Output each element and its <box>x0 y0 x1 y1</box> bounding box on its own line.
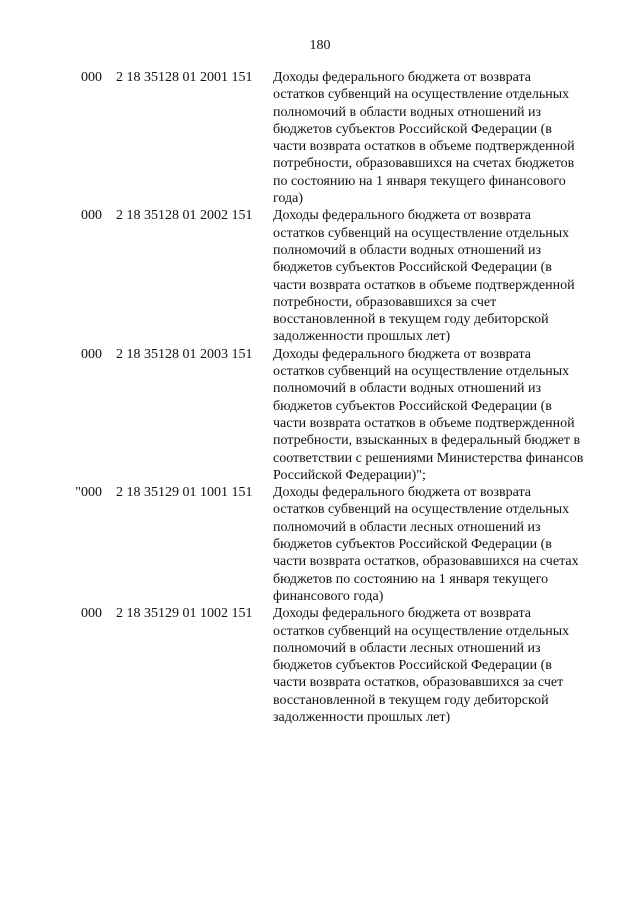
table-row <box>0 346 640 484</box>
revenue-description: Доходы федерального бюджета от возврата остатков субвенций на осуществление отдельных полномочий в области лесных отношений из бюджетов субъектов Российской Федерации (в части возврата остатков, образовавшихся на счетах бюджетов по состоянию на 1 января текущего финансового года) <box>273 485 579 604</box>
table-row <box>0 484 640 605</box>
revenue-description: Доходы федерального бюджета от возврата остатков субвенций на осуществление отдельных полномочий в области водных отношений из бюджетов субъектов Российской Федерации (в части возврата остатков в объеме подтвержденной потребности, взысканных в федеральный бюджет в соответствии с решениями Министерства финансов Российской Федерации)"; <box>273 346 584 483</box>
budget-classification-code: 2 18 35128 01 2002 151 <box>116 208 253 224</box>
budget-classification-code: 2 18 35128 01 2003 151 <box>116 346 253 362</box>
budget-classification-code: 2 18 35129 01 1002 151 <box>116 606 253 622</box>
admin-code: "000 <box>75 485 102 501</box>
revenue-description: Доходы федерального бюджета от возврата остатков субвенций на осуществление отдельных полномочий в области водных отношений из бюджетов субъектов Российской Федерации (в части возврата остатков в объеме подтвержденной потребности, образовавшихся за счет восстановленной в текущем году дебиторской задолженности прошлых лет) <box>273 208 575 345</box>
admin-code: 000 <box>81 208 102 224</box>
admin-code: 000 <box>81 346 102 362</box>
budget-code-table <box>0 69 640 726</box>
revenue-description: Доходы федерального бюджета от возврата остатков субвенций на осуществление отдельных полномочий в области лесных отношений из бюджетов субъектов Российской Федерации (в части возврата остатков, образовавшихся за счет восстановленной в текущем году дебиторской задолженности прошлых лет) <box>273 606 570 725</box>
table-row <box>0 207 640 345</box>
admin-code: 000 <box>81 606 102 622</box>
admin-code: 000 <box>81 70 102 85</box>
budget-classification-code: 2 18 35128 01 2001 151 <box>116 70 253 85</box>
budget-classification-code: 2 18 35129 01 1001 151 <box>116 485 253 501</box>
page-number: 180 <box>309 38 331 53</box>
revenue-description: Доходы федерального бюджета от возврата остатков субвенций на осуществление отдельных полномочий в области водных отношений из бюджетов субъектов Российской Федерации (в части возврата остатков в объеме подтвержденной потребности, образовавшихся на счетах бюджетов по состоянию на 1 января текущего финансового года) <box>273 70 575 207</box>
table-row <box>0 605 640 726</box>
table-row <box>0 69 640 207</box>
